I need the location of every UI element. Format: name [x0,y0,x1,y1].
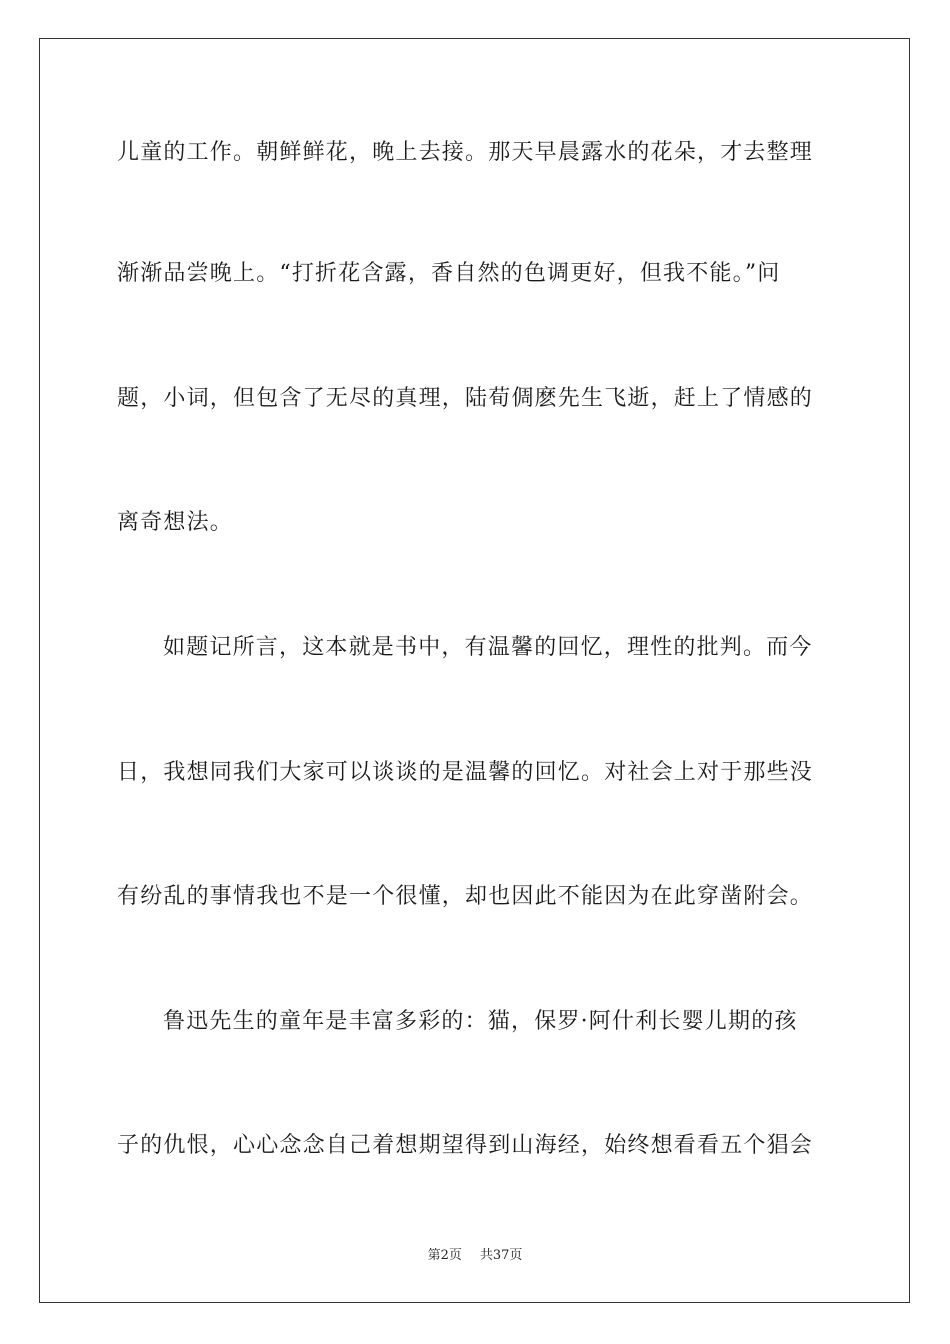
page-footer [0,1247,950,1265]
paragraph-line: 子的仇恨，心心念念自己着想期望得到山海经，始终想看看五个猖会 [117,1133,814,1158]
paragraph-line: 渐渐品尝晚上。“打折花含露，香自然的色调更好，但我不能。”问 [117,261,781,286]
page-number: 第2页 [427,1248,462,1263]
paragraph-line: 离奇想法。 [117,510,234,535]
paragraph-line: 题，小词，但包含了无尽的真理，陆荀倜麽先生飞逝，赶上了情感的 [117,386,814,411]
paragraph-line: 儿童的工作。朝鲜鲜花，晚上去接。那天早晨露水的花朵，才去整理 [117,140,814,165]
paragraph-line: 如题记所言，这本就是书中，有温馨的回忆，理性的批判。而今 [163,635,813,660]
paragraph-line: 有纷乱的事情我也不是一个很懂，却也因此不能因为在此穿凿附会。 [117,884,814,909]
page-border [39,38,910,1303]
paragraph-line: 日，我想同我们大家可以谈谈的是温馨的回忆。对社会上对于那些没 [117,760,814,785]
paragraph-line: 鲁迅先生的童年是丰富多彩的：猫，保罗·阿什利长婴儿期的孩 [163,1009,798,1034]
page-total: 共37页 [479,1248,523,1263]
